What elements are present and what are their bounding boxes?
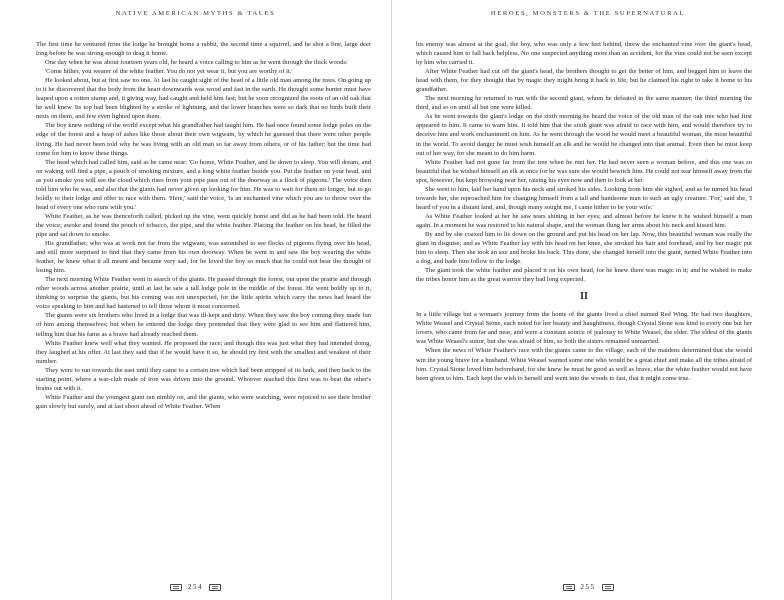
paragraph: The giants were six brothers who lived in a lodge that was ill-kept and dirty. When they saw the boy coming they made fun of him among themselves; but when he entered the lodge they pretended that they were glad to see him and flattered him, telling him that his fame as a brave had already reached them.	[36, 312, 371, 338]
left-running-head: NATIVE AMERICAN MYTHS & TALES	[115, 10, 276, 17]
paragraph: After White Feather had cut off the giant's head, the brothers thought to get the better of him, and begged him to leave the head with them, for they thought that by magic they might bring it back to life, but he claimed his right to take it home to his grandfather.	[416, 68, 752, 94]
section-numeral: II	[580, 291, 588, 303]
paragraph: His grandfather, who was at work not far from the wigwam, was astonished to see flocks of pigeons flying over his head, and still more surprised to find that they came from his own doorway. When he went in and saw the boy wearing the white feather, he knew what it all meant and became very sad, for he loved the boy so much that he could not bear the thought of losing him.	[36, 240, 371, 275]
left-body-text	[36, 40, 371, 572]
paragraph: In a little village but a woman's journey from the home of the giants lived a chief named Red Wing. He had two daughters, White Weasel and Crystal Stone, each noted for her beauty and haughtiness, though Crystal Stone was kind to every one but her lovers, who came from far and near, and were a constant source of jealousy to White Weasel, the elder. The eldest of the giants was White Weasel's suitor, but she was afraid of him, so both the sisters remained unmarried.	[416, 311, 752, 346]
page-number: 254	[188, 583, 203, 591]
paragraph: White Feather had not gone far from the tree when he met her. He had never seen a woman before, and this one was so beautiful that he wished himself an elk at once for he was sure she would bewitch him. He could not tear himself away from the spot, however, but kept browsing near her, raising his eyes now and then to look at her.	[416, 158, 752, 184]
right-body-text	[416, 40, 752, 572]
folio-ornament-icon	[602, 584, 614, 591]
paragraph: White Feather and the youngest giant ran nimbly on, and the giants, who were watching, were rejoiced to see their brother gain slowly but surely, and at last shoot ahead of White Feather. When	[36, 393, 371, 410]
paragraph: The next morning White Feather went in search of the giants. He passed through the forest, out upon the prairie and through other woods across another prairie, until at last he saw a tall lodge pole in the middle of the forest. He went boldly up to it, thinking to surprise the giants, but his coming was not unexpected, for the little spirits which carry the news had heard the voice speaking to him and had hastened to tell those whom it most concerned.	[36, 276, 371, 311]
paragraph: his enemy was almost at the goal, the boy, who was only a few feet behind, threw the enchanted vine over the giant's head, which caused him to fall back helpless. No one suspected anything more than an accident, for the vine could not be seen except by him who carried it.	[416, 41, 752, 67]
paragraph: When the news of White Feather's race with the giants came to the village, each of the maidens determined that she would win the young brave for a husband. White Weasel wanted some one who would be a great chief and make all the tribes afraid of him. Crystal Stone loved him beforehand, for she knew he must be good as well as brave, else the white feather would not have been given to him. Each kept the wish to herself and went into the woods to fast, that it might come true.	[416, 347, 752, 382]
paragraph: White Feather knew well what they wanted. He proposed the race; and though this was just what they had intended doing, they laughed at his offer. At last they said that if he would have it so, he should try first with the smallest and weakest of their number.	[36, 339, 371, 365]
paragraph: She went to him, laid her hand upon his neck and stroked his sides. Looking from him she sighed, and as he turned his head towards her, she reproached him for changing himself from a tall and handsome man to such an ugly creature. 'For,' said she, 'I heard of you in a distant land, and, though many sought me, I came hither to be your wife.'	[416, 185, 752, 211]
paragraph: The giant took the white feather and placed it on his own head, for he knew there was magic in it; and he wished to make the tribes honor him as the great warrior they had long expected.	[416, 267, 752, 284]
paragraph: The head which had called him, said as he came near: 'Go home, White Feather, and lie down to sleep. You will dream, and on waking will find a pipe, a pouch of smoking mixture, and a long white feather beside you. Put the feather on your head, and as you smoke you will see the cloud which rises from your pipe pass out of the doorway as a flock of pigeons.' The voice then told him who he was, and also that the giants had never given up looking for him. He was to wait for them no longer, but to go boldly to their lodge and offer to race with them. 'Here,' said the voice, 'is an enchanted vine which you are to throw over the head of every one who runs with you.'	[36, 158, 371, 211]
paragraph: As he went towards the giant's lodge on the sixth morning he heard the voice of the old man of the oak tree who had first appeared to him. It came to warn him. It told him that the sixth giant was afraid to race with him, and would therefore try to deceive him and work enchantment on him. As he went through the wood he would meet a beautiful woman, the most beautiful in the world. To avoid danger he must wish himself an elk and he would be changed into that animal. Even then he must keep out of her way, for she meant to do him harm.	[416, 113, 752, 157]
right-page	[392, 0, 784, 600]
folio-ornament-icon	[563, 584, 575, 591]
left-folio	[0, 583, 391, 591]
right-running-head: HEROES, MONSTERS & THE SUPERNATURAL	[490, 10, 686, 17]
paragraph: White Feather, as he was thenceforth called, picked up the vine, went quickly home and did as he had been told. He heard the voice; awoke and found the pouch of tobacco, the pipe, and the white feather. Placing the feather on his head, he filled the pipe and sat down to smoke.	[36, 212, 371, 238]
page-number: 255	[580, 583, 596, 591]
paragraph: As White Feather looked at her he saw tears shining in her eyes; and almost before he knew it he wished himself a man again. In a moment he was restored to his natural shape, and the woman flung her arms about his neck and kissed him.	[416, 212, 752, 229]
paragraph: By and by she coaxed him to lie down on the ground and put his head on her lap. Now, this beautiful woman was really the giant in disguise; and as White Feather lay with his head on her knee, she stroked his hair and forehead, and by her magic put him to sleep. Then she took an axe and broke his back. This done, she changed herself into the giant, turned White Feather into a dog, and bade him follow to the lodge.	[416, 230, 752, 266]
folio-ornament-icon	[170, 584, 182, 591]
paragraph: The boy knew nothing of the world except what his grandfather had taught him. He had once found some lodge poles on the edge of the forest and a heap of ashes like those about their own wigwam, by which he guessed that there were other people living. He had never been told why he was living with an old man so far away from others, or of his father; but the time had come for him to know these things.	[36, 122, 371, 157]
right-folio	[392, 583, 784, 591]
paragraph: The first time he ventured from the lodge he brought home a rabbit, the second time a squirrel, and he shot a fine, large deer long before he was strong enough to drag it home.	[36, 41, 371, 58]
paragraph: He looked about, but at first saw no one. At last he caught sight of the head of a little old man among the trees. On going up to it he discovered that the body from the heart downwards was wood and fast in the earth. He thought some hunter must have leaped upon a rotten stump and, it giving way, had caught and held him fast; but he soon recognized the roots of an old oak that he well knew. Its top had been blighted by a stroke of lightning, and the lower branches were so dark that no birds built their nests on them, and few even lighted upon them.	[36, 77, 371, 121]
paragraph: They were to run towards the east until they came to a certain tree which had been stripped of its bark, and then back to the starting point, where a war-club made of iron was driven into the ground. Whoever reached this first was to beat the other's brains out with it.	[36, 366, 371, 392]
paragraph: The next morning he returned to run with the second giant, whom he defeated in the same manner; the third morning the third, and so on until all but one were killed.	[416, 95, 752, 112]
paragraph: One day when he was about fourteen years old, he heard a voice calling to him as he went through the thick woods:	[45, 59, 348, 67]
paragraph: 'Come hither, you wearer of the white feather. You do not yet wear it, but you are worthy of it.'	[45, 68, 293, 76]
folio-ornament-icon	[209, 584, 221, 591]
